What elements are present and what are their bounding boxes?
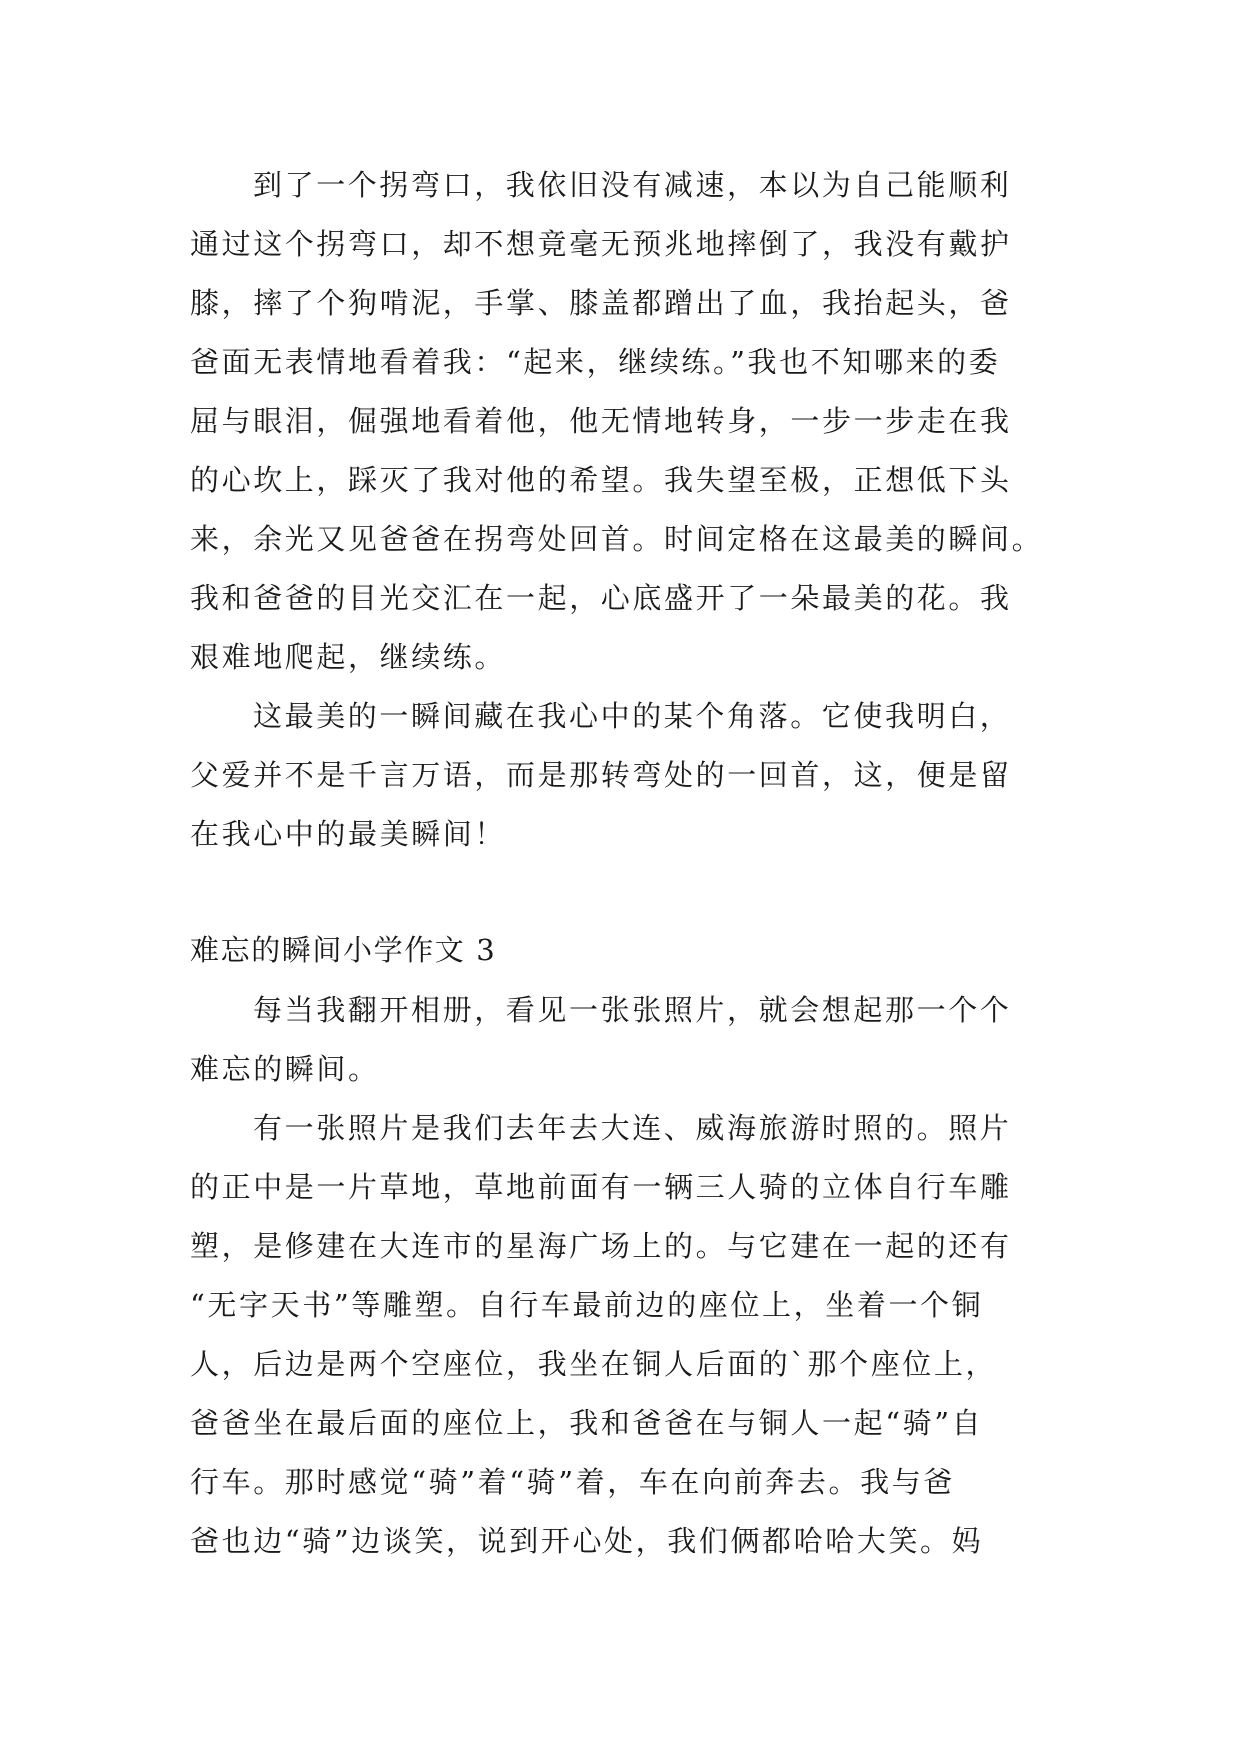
paragraph-line: 每当我翻开相册，看见一张张照片，就会想起那一个个 [253, 993, 1012, 1027]
paragraph-line: 到了一个拐弯口，我依旧没有减速，本以为自己能顺利 [253, 168, 1012, 202]
paragraph-line: 我和爸爸的目光交汇在一起，心底盛开了一朵最美的花。我 [190, 581, 1012, 615]
paragraph-line: 通过这个拐弯口，却不想竟毫无预兆地摔倒了，我没有戴护 [190, 227, 1012, 261]
paragraph-line: 的心坎上，踩灭了我对他的希望。我失望至极，正想低下头 [190, 463, 1012, 497]
paragraph-line: 塑，是修建在大连市的星海广场上的。与它建在一起的还有 [190, 1229, 1012, 1263]
paragraph-line: 爸面无表情地看着我：“起来，继续练。”我也不知哪来的委 [190, 345, 1001, 379]
paragraph-line: 艰难地爬起，继续练。 [190, 640, 507, 674]
paragraph-line: 的正中是一片草地，草地前面有一辆三人骑的立体自行车雕 [190, 1170, 1012, 1204]
paragraph-line: 在我心中的最美瞬间！ [190, 817, 507, 851]
paragraph-line: 这最美的一瞬间藏在我心中的某个角落。它使我明白， [253, 699, 1012, 733]
paragraph-line: 人，后边是两个空座位，我坐在铜人后面的`那个座位上， [190, 1347, 998, 1381]
paragraph-line: 膝，摔了个狗啃泥，手掌、膝盖都蹭出了血，我抬起头，爸 [190, 286, 1012, 320]
paragraph-line: 难忘的瞬间。 [190, 1052, 380, 1086]
paragraph-line: 爸爸坐在最后面的座位上，我和爸爸在与铜人一起“骑”自 [190, 1406, 984, 1440]
paragraph-line: 来，余光又见爸爸在拐弯处回首。时间定格在这最美的瞬间。 [190, 522, 1044, 556]
paragraph-line: 行车。那时感觉“骑”着“骑”着，车在向前奔去。我与爸 [190, 1465, 955, 1499]
paragraph-line: “无字天书”等雕塑。自行车最前边的座位上，坐着一个铜 [190, 1288, 984, 1322]
paragraph-line: 有一张照片是我们去年去大连、威海旅游时照的。照片 [253, 1111, 1012, 1145]
paragraph-line: 父爱并不是千言万语，而是那转弯处的一回首，这，便是留 [190, 758, 1012, 792]
section-title: 难忘的瞬间小学作文 3 [190, 933, 497, 967]
paragraph-line: 爸也边“骑”边谈笑，说到开心处，我们俩都哈哈大笑。妈 [190, 1524, 984, 1558]
paragraph-line: 屈与眼泪，倔强地看着他，他无情地转身，一步一步走在我 [190, 404, 1012, 438]
